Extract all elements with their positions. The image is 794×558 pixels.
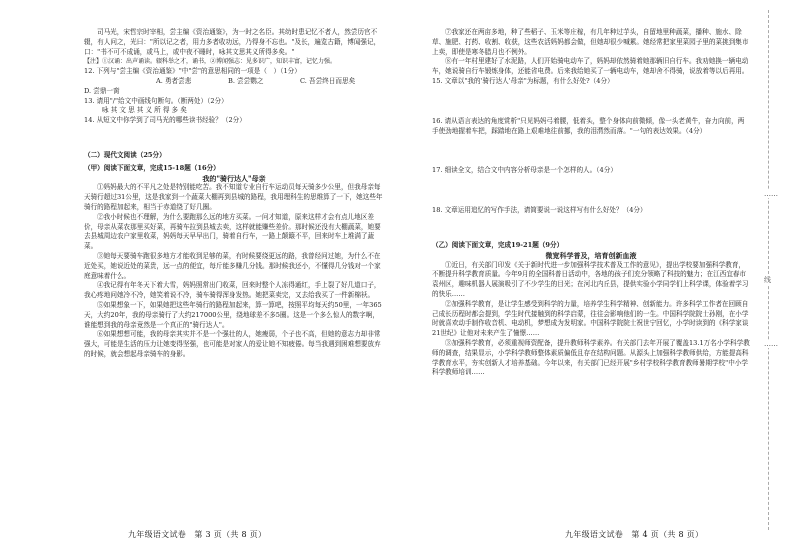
annotation-note: 【注】①汉诵：出声诵读。辍科举之才，诵书，②博闻强志：见多识广，知识丰富，记忆力强。 — [84, 58, 337, 66]
question-12-options — [84, 77, 384, 97]
binding-label-bottom: …… — [764, 340, 778, 348]
article-title: 我的"骑行达人"母亲 — [202, 173, 266, 183]
section-heading-modern: （二）现代文阅读（25分） — [84, 150, 166, 159]
paragraph-4: ④我记得有年冬天下着大雪，妈妈照常出门收菜，回来时整个人冻得通红，手上裂了好几道口子，我心疼地问她冷不冷，她笑着说不冷，骑车骑得浑身发热。她把菜卖完，又去给我买了一件新棉袄。 — [84, 281, 381, 300]
section-a-heading: （甲）阅读下面文章，完成15-18题（16分） — [84, 163, 220, 172]
article-b-title: 微宽科学普及，培育创新血液 — [545, 250, 637, 260]
option-c: C. 吾尝终日而思矣 — [300, 76, 356, 85]
binding-label-top: …… — [764, 190, 778, 198]
binding-label-line: 线 — [764, 276, 771, 284]
question-13-sentence: 咏 其 文 思 其 义 所 得 多 矣 — [102, 106, 187, 115]
right-column — [432, 28, 750, 378]
paragraph-7: ⑦我家还在两亩多地，种了些稻子、玉米等庄稼，有几年种过芋头，自留地里种蔬菜，播种、施水、除草、施肥、打药、收割、收获，这些农活妈妈都会做，但她却很少喊累。她经常把家里菜园子里的菜挑到集市上卖，即使是寒冬腊月也不例外。 — [432, 28, 749, 56]
binding-line — [764, 10, 778, 530]
option-b: B. 尝尝鹦之 — [228, 76, 264, 85]
paragraph-6: ⑥如果想想可能，我的母亲其实并不是一个强壮的人，她瘦弱，个子也不高，但她的意志力却非常强大，可能是生活的压力让她变得坚强，也可能是对家人的爱让她不知疲倦。每当我遇到困难想要放弃的时候，就会想起母亲骑车的身影。 — [84, 330, 381, 358]
footer-page-3: 九年级语文试卷 第 3 页（共 8 页） — [128, 530, 267, 539]
section-b-heading: （乙）阅读下面文章，完成19-21题（9分） — [432, 240, 564, 249]
paragraph-b1: ①近日，有关部门印发《关于新时代进一步加强科学技术普及工作的意见》，提出学校要加强科学教育，不断提升科学教育质量。今年9月的全国科普日活动中，各地的孩子们充分领略了科技的魅力；在江西宜春市袁州区，趣味机器人展演吸引了不少学生的目光；在河北内丘县，提供实验小学同学们上科学课，体验着学习的快乐…… — [432, 260, 749, 298]
question-12: 12. 下列与"尝主编《资治通鉴》"中"尝"的意思相同的一项是（ ）（1分） — [84, 67, 301, 76]
left-column — [84, 28, 384, 360]
paragraph-3: ③她每天要骑车跑很多地方才能收到足够的菜，有时候要绕更远的路，我曾经问过她，为什么不在近处买，她说近处的菜贵，远一点的便宜，每斤能多赚几分钱。那时候我还小，不懂得几分钱对一个家庭意味着什么。 — [84, 251, 381, 280]
paragraph-2: ②我小时候也不理解，为什么要跑那么远的地方买菜。一问才知道，原来这样才会有点儿地区差价，母亲从菜农那里买好菜，再骑车拉到县城去卖，这样就能赚些差价。那时候还没有大棚蔬菜，她要去县城周边农户家里收菜，妈妈每天早早出门，骑着自行车，一路上颠簸不平，回来时车上堆满了蔬菜。 — [84, 212, 381, 251]
paragraph-b2: ②加强科学教育，是让学生感受到科学的力量，培养学生科学精神、创新能力。许多科学工作者在回顾自己成长历程时都会提到，学生时代接触到的科学启蒙，往往会影响他们的一生。中国科学院院士孙刚，在小学时就喜欢动手制作收音机、电动机，梦想成为发明家。中国科学院院士祝世宁回忆，小学时读到的《科学家谈21世纪》让他对未来产生了憧憬…… — [432, 299, 749, 338]
question-15: 15. 文章以"我的'骑行达人'母亲"为标题，有什么好处?（4分） — [432, 76, 614, 85]
paragraph-8: ⑧有一年村里建好了水泥路，人们开始骑电动车了，妈妈却依然骑着她那辆旧自行车。我劝她换一辆电动车，她说骑自行车锻炼身体，还能省电费。后来我给她买了一辆电动车，她却舍不得骑，说放着等以后再用。 — [432, 57, 749, 76]
option-a: A. 勇者尝悲 — [156, 76, 192, 85]
question-18: 18. 文章运用追忆的写作手法，请简要说一说这样写有什么好处？（4分） — [432, 206, 647, 215]
classical-text: 司马光，宋哲宗时宰相，尝主编《资治通鉴》，为一时之名臣。其幼时患记忆不者人，然尝历官不辍，有人问之，光曰："所以记之者，用力多者收功远，乃得身不忘也。"及长，遍览古籍，博闻强记，口："书不可不成诵，或马上，或中夜不睡时，咏其文思其义所得多矣。" — [84, 28, 381, 56]
footer-page-4: 九年级语文试卷 第 4 页（共 8 页） — [565, 530, 704, 539]
question-16: 16. 请从语言表达的角度赏析"只见妈妈弓着腰，低着头，整个身体向前微倾，像一头老黄牛，奋力向前，两手使劲地握着车把，踩踏地在路上艰难地往前挪，我的泪潸然而落。"一句的表达效果。（4分） — [432, 116, 745, 135]
question-13: 13. 请用"/"给文中画线句断句。（断两处）（2分） — [84, 96, 228, 105]
paragraph-5: ⑤如果想象一下，如果她把这些年骑行的路程加起来，算一算吧，按照平均每天约50里，一年365天，大约20年，我的母亲骑行了大约217000公里，绕地球差不多5圈。这是一个多么惊人的数字啊，谁能想到我的母亲竟然是一个真正的"骑行达人"。 — [84, 300, 382, 329]
question-17: 17. 细读全文，结合文中内容分析母亲是一个怎样的人。（4分） — [432, 166, 617, 175]
question-14: 14. 从短文中你学到了司马光的哪些读书经验？（2分） — [84, 116, 246, 125]
option-d: D. 尝鼎一脔 — [84, 86, 120, 95]
paragraph-b3: ③加强科学教育，必须重视师资配备，提升教师科学素养。有关部门去年开展了覆盖13.1万名小学科学教师的调查，结果显示，小学科学教师整体素质偏低且存在结构问题。从源头上加强科学教师供给，方能提高科学教育水平，夯实创新人才培养基础。今年以来，有关部门已经开展"乡村学校科学教育教师暑期学校"中小学科学教师培训…… — [432, 338, 750, 377]
paragraph-1: ①妈妈最大的不平凡之处是特别能吃苦。我不知道专业自行车运动员每天骑多少公里，但我母亲每天骑行超过31公里，这是我家到一个蔬菜大棚再到县城的路程，我用理科生的思维算了一下，她这些年骑行的路程加起来，相当于赤道绕了好几圈。 — [84, 183, 383, 211]
